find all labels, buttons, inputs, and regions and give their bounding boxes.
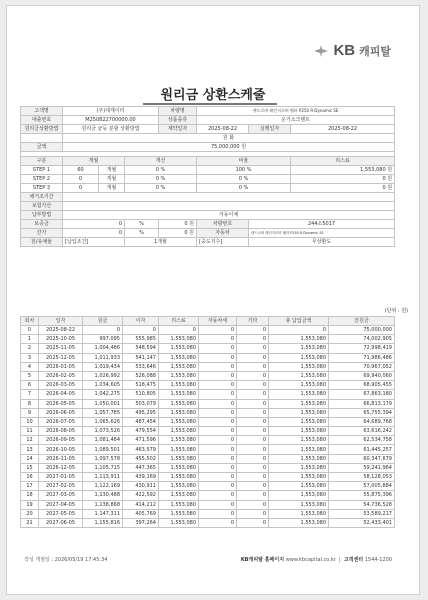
table-row (21, 381, 395, 390)
table-row (21, 482, 395, 491)
table-cell: 1,155,816 (83, 518, 123, 527)
table-cell: 0 (237, 509, 269, 518)
table-cell: 72,998,419 (329, 344, 395, 353)
table-cell: 8 (21, 399, 39, 408)
table-cell: 19 (21, 500, 39, 509)
pay-method-label: 납부방법 (21, 211, 63, 220)
table-cell: 69,940,060 (329, 371, 395, 380)
table-cell: 1,553,080 (269, 482, 329, 491)
table-cell: 541,147 (123, 353, 159, 362)
table-cell: 0 (123, 326, 159, 335)
table-cell: 487,454 (123, 417, 159, 426)
table-cell: 0 (237, 500, 269, 509)
table-row (21, 399, 395, 408)
table-cell: 2026-03-05 (39, 381, 83, 390)
amount-label: 금액 (21, 143, 63, 152)
table-cell: 70,967,052 (329, 362, 395, 371)
table-cell: 0 (237, 326, 269, 335)
table-cell: 2026-12-05 (39, 463, 83, 472)
kb-star-icon (313, 45, 329, 57)
table-cell: 555,985 (123, 335, 159, 344)
table-cell: 2026-01-05 (39, 362, 83, 371)
table-cell: 0 (83, 326, 123, 335)
step-row: STEP 2 0 개월 0 % 0 % 0 원 (21, 175, 395, 184)
table-cell: 1,553,080 (159, 390, 199, 399)
table-cell: 997,095 (83, 335, 123, 344)
table-cell: 1,004,486 (83, 344, 123, 353)
table-row (21, 353, 395, 362)
contract-no-value: M250822700000.00 (63, 116, 159, 125)
table-row (21, 390, 395, 399)
table-cell: 1,553,080 (269, 436, 329, 445)
schedule-header-cell: 이자 (123, 317, 159, 326)
table-cell: 1,553,080 (269, 335, 329, 344)
schedule-header-cell: 원금 (83, 317, 123, 326)
table-cell: 14 (21, 454, 39, 463)
table-cell: 0 (237, 417, 269, 426)
table-cell: 0 (237, 482, 269, 491)
schedule-header-cell: 잔원금 (329, 317, 395, 326)
table-cell: 0 (199, 509, 237, 518)
interest-label: 원/유예율 (21, 238, 63, 247)
table-cell: 1,105,715 (83, 463, 123, 472)
table-cell: 1,553,080 (159, 427, 199, 436)
table-cell: 1,147,311 (83, 509, 123, 518)
table-cell: 52,433,401 (329, 518, 395, 527)
table-row (21, 408, 395, 417)
table-cell: 1,553,080 (269, 463, 329, 472)
step-header-col4: 리스료 (291, 157, 395, 166)
table-cell: 0 (237, 371, 269, 380)
table-cell: 0 (237, 491, 269, 500)
table-cell: 2026-06-05 (39, 408, 83, 417)
table-cell: 1,026,992 (83, 371, 123, 380)
title-underline (143, 103, 277, 105)
table-cell: 2026-04-05 (39, 390, 83, 399)
residual-label: 잔가 (21, 229, 63, 238)
table-cell: 0 (199, 408, 237, 417)
vehicle-value: 랜드로버 레인지로버 벨라 P250 R-Dynamic SE (249, 229, 395, 238)
interest-value: [납입조건] (63, 238, 125, 247)
table-cell: 1,553,080 (159, 335, 199, 344)
table-cell: 6 (21, 381, 39, 390)
table-cell: 0 (199, 371, 237, 380)
table-row (21, 473, 395, 482)
step-header-col0: 구분 (21, 157, 63, 166)
table-cell: 0 (199, 427, 237, 436)
table-cell: 0 (237, 473, 269, 482)
table-cell: 62,534,758 (329, 436, 395, 445)
table-cell: 414,212 (123, 500, 159, 509)
table-cell: 430,911 (123, 482, 159, 491)
table-cell: 447,365 (123, 463, 159, 472)
interest-months: 1개월 (125, 238, 197, 247)
table-cell: 1,553,080 (269, 408, 329, 417)
table-cell: 2027-04-05 (39, 500, 83, 509)
table-cell: 455,502 (123, 454, 159, 463)
table-cell: 2027-03-05 (39, 491, 83, 500)
table-cell: 0 (199, 491, 237, 500)
car-label: 차량명 (159, 107, 197, 116)
schedule-header-cell: 회차 (21, 317, 39, 326)
table-cell: 1,050,001 (83, 399, 123, 408)
table-row (21, 371, 395, 380)
table-row (21, 445, 395, 454)
table-cell: 0 (199, 344, 237, 353)
table-cell: 10 (21, 417, 39, 426)
car-no-value: 244소5017 (249, 220, 395, 229)
table-cell: 0 (237, 408, 269, 417)
table-cell: 1,553,080 (159, 445, 199, 454)
contract-date-label: 계약일자 (159, 125, 197, 134)
table-cell: 53,589,217 (329, 509, 395, 518)
product-label: 상품종류 (159, 116, 197, 125)
table-cell: 7 (21, 390, 39, 399)
table-cell: 0 (237, 362, 269, 371)
table-cell: 17 (21, 482, 39, 491)
car-no-label: 차량번호 (197, 220, 249, 229)
table-cell: 1,553,080 (269, 473, 329, 482)
table-cell: 471,596 (123, 436, 159, 445)
center-phone: 1544-1200 (364, 557, 392, 563)
residual-pct: 0 (63, 229, 125, 238)
vehicle-label: 자동차 (197, 229, 249, 238)
table-cell: 15 (21, 463, 39, 472)
table-cell: 2026-02-05 (39, 371, 83, 380)
table-cell: 2026-10-05 (39, 445, 83, 454)
contract-info-table: 고객명 (주)대제이터 차량명 랜드로버 레인지로버 벨라 P250 R-Dynamic SE 대출번호 M250822700000.00 상품종류 운기소크렌트 원리금상환방법 원리금 균등 분할 상환방법 계약일자 2025-08-22 실행일자 2025-08-22 원 화 금액 75,000,000 원 구분 개월 개산 비율 리스료 STEP 1 60 개월 0 % 100 % 1,553,080 원 STEP 2 0 개월 0 % 0 % 0 원 STEP 3 0 개월 0 % 0 % 0 원 채거조기간 보험가산 납부방법 자동이체 보증금 0 % 0 원 차량번호 244소5017 잔가 0 % 0 원 자동차 랜드로버 레인지로버 벨라 P250 R-Dynamic SE 원/유예율 [납입조건] 1개월 [중도지수] 무상환도 (20, 106, 395, 247)
table-cell: 2025-11-05 (39, 344, 83, 353)
table-cell: 1,553,080 (159, 473, 199, 482)
schedule-header-row (21, 317, 395, 326)
table-cell: 0 (199, 381, 237, 390)
table-cell: 533,646 (123, 362, 159, 371)
table-cell: 2 (21, 344, 39, 353)
table-cell: 0 (237, 518, 269, 527)
footer-contact: KB캐피탈 홈페이지 www.kbcapital.co.kr | 고객센터 1544-1200 (240, 557, 392, 563)
logo-capital: 캐피탈 (359, 44, 391, 58)
table-cell: 503,079 (123, 399, 159, 408)
table-cell: 0 (21, 326, 39, 335)
table-row (21, 509, 395, 518)
table-cell: 1,553,080 (159, 500, 199, 509)
site-url[interactable]: www.kbcapital.co.kr (285, 557, 336, 563)
table-cell: 68,905,455 (329, 381, 395, 390)
table-row (21, 518, 395, 527)
table-cell: 0 (237, 381, 269, 390)
table-cell: 1,553,080 (159, 344, 199, 353)
table-cell: 58,128,053 (329, 473, 395, 482)
schedule-header-cell: 자동차세 (199, 317, 237, 326)
table-cell: 0 (237, 335, 269, 344)
table-cell: 21 (21, 518, 39, 527)
table-row (21, 463, 395, 472)
table-cell: 60,347,679 (329, 454, 395, 463)
table-cell: 61,445,257 (329, 445, 395, 454)
table-cell: 1,073,526 (83, 427, 123, 436)
product-value: 운기소크렌트 (197, 116, 395, 125)
table-cell: 0 (199, 473, 237, 482)
kb-capital-logo (313, 42, 391, 59)
table-cell: 54,736,528 (329, 500, 395, 509)
table-cell: 0 (237, 399, 269, 408)
table-cell: 1,553,080 (159, 399, 199, 408)
fee-value: 무상환도 (249, 238, 395, 247)
table-cell: 1,081,484 (83, 436, 123, 445)
unit-note: (단위 : 원) (384, 308, 408, 314)
table-cell: 495,295 (123, 408, 159, 417)
table-cell: 0 (199, 362, 237, 371)
table-cell: 1,553,080 (159, 408, 199, 417)
table-cell: 1,553,080 (159, 353, 199, 362)
table-cell: 0 (237, 390, 269, 399)
defer-label: 채거조기간 (21, 193, 63, 202)
table-cell: 1,553,080 (159, 463, 199, 472)
table-cell: 510,805 (123, 390, 159, 399)
table-cell: 57,005,884 (329, 482, 395, 491)
table-cell: 1,553,080 (159, 436, 199, 445)
table-cell: 1,553,080 (269, 353, 329, 362)
table-cell: 0 (237, 454, 269, 463)
table-cell: 59,241,964 (329, 463, 395, 472)
table-cell: 65,755,394 (329, 408, 395, 417)
table-cell: 11 (21, 427, 39, 436)
table-row (21, 500, 395, 509)
principal-section: 원 화 (63, 134, 395, 143)
table-cell: 2025-12-05 (39, 353, 83, 362)
table-cell: 518,475 (123, 381, 159, 390)
table-cell: 74,002,905 (329, 335, 395, 344)
table-cell: 13 (21, 445, 39, 454)
table-cell: 2025-10-05 (39, 335, 83, 344)
table-cell: 71,986,486 (329, 353, 395, 362)
table-cell: 1,122,169 (83, 482, 123, 491)
table-cell: 0 (199, 518, 237, 527)
customer-value: (주)대제이터 (63, 107, 159, 116)
table-cell: 548,594 (123, 344, 159, 353)
table-cell: 1,553,080 (269, 381, 329, 390)
table-row (21, 344, 395, 353)
table-cell: 422,592 (123, 491, 159, 500)
amount-value: 75,000,000 원 (63, 143, 395, 152)
schedule-header-cell: 리스료 (159, 317, 199, 326)
contract-no-label: 대출번호 (21, 116, 63, 125)
table-cell: 5 (21, 371, 39, 380)
table-cell: 0 (199, 436, 237, 445)
table-cell: 1,130,488 (83, 491, 123, 500)
table-cell: 66,813,179 (329, 399, 395, 408)
table-cell: 1,553,080 (269, 390, 329, 399)
table-cell: 479,554 (123, 427, 159, 436)
table-cell: 0 (199, 463, 237, 472)
deposit-pct: 0 (63, 220, 125, 229)
table-cell: 1,113,911 (83, 473, 123, 482)
table-cell: 1,553,080 (269, 344, 329, 353)
table-cell: 2025-08-22 (39, 326, 83, 335)
table-row (21, 417, 395, 426)
table-cell: 2026-05-05 (39, 399, 83, 408)
table-cell: 20 (21, 509, 39, 518)
table-cell: 2026-08-05 (39, 427, 83, 436)
table-cell: 1,097,578 (83, 454, 123, 463)
table-cell: 2026-07-05 (39, 417, 83, 426)
table-cell: 1,553,080 (159, 482, 199, 491)
table-cell: 1,553,080 (269, 417, 329, 426)
table-cell: 55,875,396 (329, 491, 395, 500)
table-cell: 397,264 (123, 518, 159, 527)
table-cell: 1,042,275 (83, 390, 123, 399)
step-row: STEP 3 0 개월 0 % 0 % 0 원 (21, 184, 395, 193)
schedule-header-cell: 기타 (237, 317, 269, 326)
schedule-body (21, 326, 395, 528)
table-cell: 2027-06-05 (39, 518, 83, 527)
table-cell: 0 (199, 390, 237, 399)
repay-method-label: 원리금상환방법 (21, 125, 63, 134)
repay-method-value: 원리금 균등 분할 상환방법 (63, 125, 159, 134)
table-cell: 2027-01-05 (39, 473, 83, 482)
table-cell: 1,553,080 (159, 491, 199, 500)
table-cell: 1,553,080 (269, 371, 329, 380)
table-cell: 63,616,242 (329, 427, 395, 436)
fee-label: [중도지수] (197, 238, 249, 247)
table-cell: 0 (199, 417, 237, 426)
table-cell: 3 (21, 353, 39, 362)
table-cell: 463,579 (123, 445, 159, 454)
table-cell: 1,553,080 (269, 445, 329, 454)
schedule-header-cell: 총 납입금액 (269, 317, 329, 326)
table-cell: 2026-11-05 (39, 454, 83, 463)
table-row (21, 454, 395, 463)
table-cell: 0 (199, 326, 237, 335)
table-cell: 1,553,080 (159, 371, 199, 380)
table-cell: 2027-02-05 (39, 482, 83, 491)
table-cell: 0 (159, 326, 199, 335)
center-label: 고객센터 (343, 557, 364, 563)
created-timestamp: 작성 개점일 : 2026/05/19 17:45:34 (24, 557, 108, 563)
table-cell: 12 (21, 436, 39, 445)
deposit-label: 보증금 (21, 220, 63, 229)
customer-label: 고객명 (21, 107, 63, 116)
document-title: 원리금 상환스케줄 (160, 88, 266, 103)
step-header-col2: 개산 (125, 157, 197, 166)
table-cell: 0 (199, 445, 237, 454)
table-cell: 1,138,868 (83, 500, 123, 509)
table-cell: 0 (237, 344, 269, 353)
step-row: STEP 1 60 개월 0 % 100 % 1,553,080 원 (21, 166, 395, 175)
car-value: 랜드로버 레인지로버 벨라 P250 R-Dynamic SE (197, 107, 395, 116)
table-cell: 1,553,080 (269, 362, 329, 371)
table-cell: 1,553,080 (269, 518, 329, 527)
table-cell: 0 (237, 353, 269, 362)
table-cell: 0 (237, 436, 269, 445)
table-cell: 1,553,080 (159, 509, 199, 518)
residual-won: 0 원 (159, 229, 197, 238)
table-cell: 9 (21, 408, 39, 417)
table-cell: 67,863,180 (329, 390, 395, 399)
table-cell: 0 (199, 500, 237, 509)
table-cell: 0 (199, 482, 237, 491)
table-cell: 1,553,080 (269, 500, 329, 509)
table-cell: 405,769 (123, 509, 159, 518)
table-cell: 75,000,000 (329, 326, 395, 335)
table-cell: 0 (237, 463, 269, 472)
table-cell: 1,553,080 (269, 454, 329, 463)
table-cell: 2027-05-05 (39, 509, 83, 518)
table-row (21, 362, 395, 371)
table-cell: 1,553,080 (159, 362, 199, 371)
table-cell: 1 (21, 335, 39, 344)
table-cell: 1,057,785 (83, 408, 123, 417)
table-row (21, 491, 395, 500)
contract-date-value: 2025-08-22 (197, 125, 249, 134)
table-row (21, 427, 395, 436)
table-cell: 0 (199, 353, 237, 362)
site-name: KB캐피탈 홈페이지 (240, 557, 285, 563)
table-cell: 0 (269, 326, 329, 335)
table-cell: 1,011,933 (83, 353, 123, 362)
table-cell: 1,034,605 (83, 381, 123, 390)
table-cell: 526,088 (123, 371, 159, 380)
deposit-won: 0 원 (159, 220, 197, 229)
schedule-header-cell: 일자 (39, 317, 83, 326)
table-cell: 0 (237, 445, 269, 454)
table-cell: 1,553,080 (269, 427, 329, 436)
exec-date-value: 2025-08-22 (291, 125, 395, 134)
table-cell: 1,553,080 (269, 491, 329, 500)
table-cell: 1,553,080 (159, 454, 199, 463)
table-cell: 4 (21, 362, 39, 371)
table-cell: 1,553,080 (269, 399, 329, 408)
schedule-table (20, 316, 395, 528)
table-cell: 1,019,434 (83, 362, 123, 371)
table-cell: 18 (21, 491, 39, 500)
table-cell: 1,553,080 (159, 417, 199, 426)
table-cell: 2026-09-05 (39, 436, 83, 445)
table-cell: 16 (21, 473, 39, 482)
table-cell: 0 (199, 454, 237, 463)
table-row (21, 335, 395, 344)
table-cell: 1,553,080 (159, 518, 199, 527)
table-cell: 0 (237, 427, 269, 436)
table-cell: 1,089,501 (83, 445, 123, 454)
guarantee-label: 보험가산 (21, 202, 63, 211)
table-cell: 1,553,080 (159, 381, 199, 390)
exec-date-label: 실행일자 (249, 125, 291, 134)
step-header-col3: 비율 (197, 157, 291, 166)
table-cell: 64,689,768 (329, 417, 395, 426)
step-header-col1: 개월 (63, 157, 125, 166)
table-cell: 0 (199, 335, 237, 344)
table-cell: 1,065,626 (83, 417, 123, 426)
table-cell: 0 (199, 399, 237, 408)
table-cell: 1,553,080 (269, 509, 329, 518)
table-row (21, 436, 395, 445)
table-cell: 439,169 (123, 473, 159, 482)
table-row (21, 326, 395, 335)
logo-kb: KB (333, 42, 356, 59)
pay-method-value: 자동이체 (63, 211, 395, 220)
